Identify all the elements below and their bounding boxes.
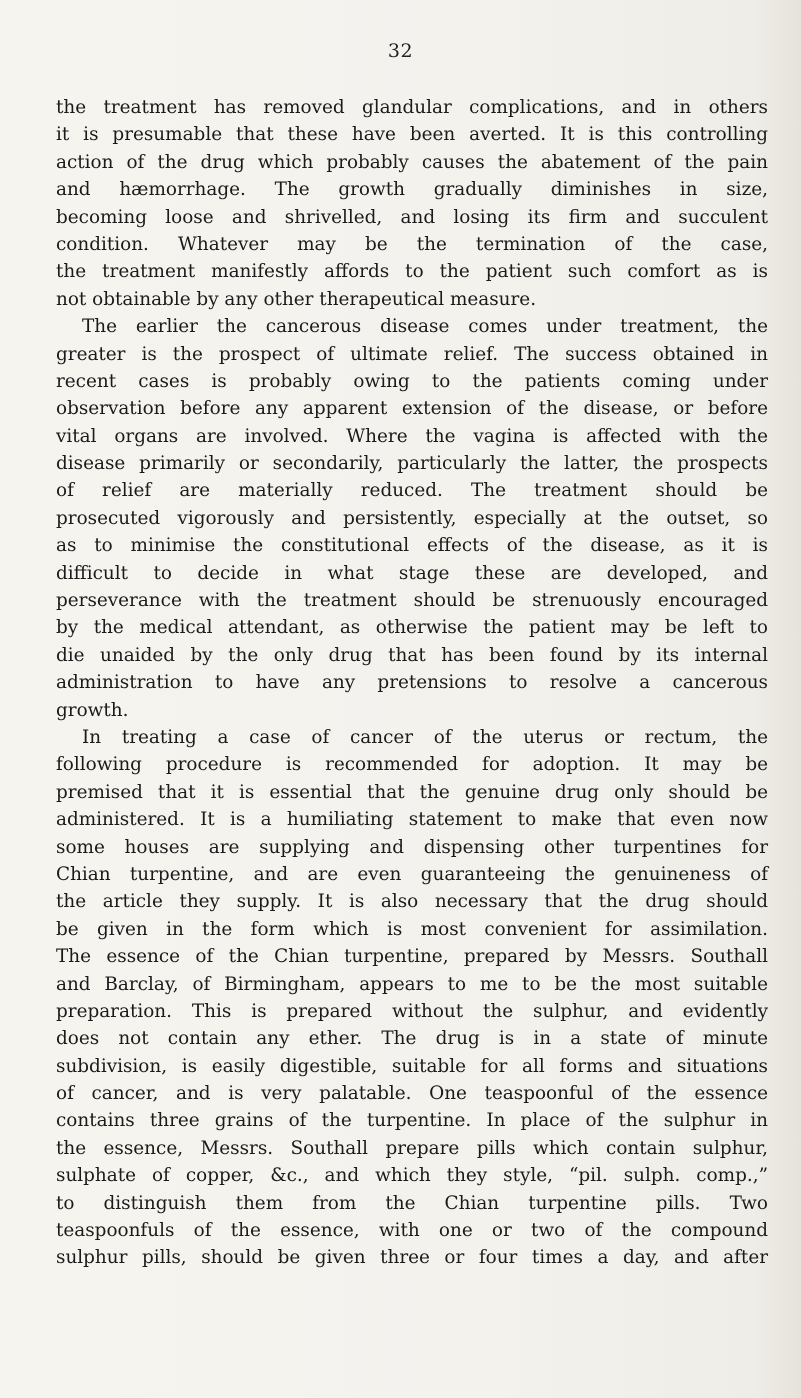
page-number: 32 <box>387 40 414 62</box>
text-line: Chian turpentine, and are even guaranteeing the genuineness of <box>56 863 768 885</box>
text-line: difficult to decide in what stage these are developed, and <box>56 562 768 584</box>
text-line: greater is the prospect of ultimate relief. The success obtained in <box>56 343 768 365</box>
text-line: premised that it is essential that the genuine drug only should be <box>56 781 768 803</box>
text-line: as to minimise the constitutional effects of the disease, as it is <box>56 535 768 557</box>
text-line: and Barclay, of Birmingham, appears to me to be the most suitable <box>56 973 768 995</box>
text-line: action of the drug which probably causes the abatement of the pain <box>56 151 768 173</box>
text-line: condition. Whatever may be the termination of the case, <box>56 233 768 255</box>
text-line: by the medical attendant, as otherwise the patient may be left to <box>56 617 768 639</box>
text-line: to distinguish them from the Chian turpentine pills. Two <box>56 1192 768 1214</box>
paragraph-1 <box>56 94 768 313</box>
text-line: the treatment has removed glandular complications, and in others <box>56 97 768 118</box>
text-line: does not contain any ether. The drug is in a state of minute <box>56 1028 768 1050</box>
text-line: teaspoonfuls of the essence, with one or two of the compound <box>56 1220 768 1242</box>
text-line: the essence, Messrs. Southall prepare pills which contain sulphur, <box>56 1137 768 1159</box>
text-line: of cancer, and is very palatable. One teaspoonful of the essence <box>56 1083 768 1105</box>
text-line: vital organs are involved. Where the vagina is affected with the <box>56 425 768 447</box>
text-line: disease primarily or secondarily, particularly the latter, the prospects <box>56 453 768 475</box>
text-line: the article they supply. It is also necessary that the drug should <box>56 891 768 913</box>
text-line: administered. It is a humiliating statement to make that even now <box>56 809 768 831</box>
text-line: the treatment manifestly affords to the patient such comfort as is <box>56 261 768 283</box>
text-line: and hæmorrhage. The growth gradually diminishes in size, <box>56 179 768 201</box>
text-line: following procedure is recommended for adoption. It may be <box>56 754 768 776</box>
text-line: growth. <box>56 699 129 721</box>
paragraph-2 <box>56 313 768 724</box>
text-line: not obtainable by any other therapeutical measure. <box>56 288 537 310</box>
text-line: it is presumable that these have been averted. It is this controlling <box>56 124 768 146</box>
text-line: prosecuted vigorously and persistently, especially at the outset, so <box>56 507 768 529</box>
text-line: recent cases is probably owing to the patients coming under <box>56 370 768 392</box>
text-line: In treating a case of cancer of the uterus or rectum, the <box>82 726 768 748</box>
body-text <box>56 94 768 1272</box>
text-line: contains three grains of the turpentine. In place of the sulphur in <box>56 1110 768 1132</box>
text-line: observation before any apparent extension of the disease, or before <box>56 398 768 420</box>
text-line: sulphur pills, should be given three or four times a day, and after <box>56 1247 768 1269</box>
text-line: some houses are supplying and dispensing other turpentines for <box>56 836 768 858</box>
text-line: The essence of the Chian turpentine, prepared by Messrs. Southall <box>56 946 768 968</box>
text-line: be given in the form which is most convenient for assimilation. <box>56 918 768 940</box>
text-line: of relief are materially reduced. The treatment should be <box>56 480 768 502</box>
text-line: The earlier the cancerous disease comes under treatment, the <box>82 316 768 338</box>
text-line: perseverance with the treatment should be strenuously encouraged <box>56 590 768 612</box>
text-line: administration to have any pretensions to resolve a cancerous <box>56 672 768 694</box>
text-line: sulphate of copper, &c., and which they style, “pil. sulph. comp.,” <box>56 1165 768 1187</box>
text-line: preparation. This is prepared without the sulphur, and evidently <box>56 1000 768 1022</box>
text-line: die unaided by the only drug that has been found by its internal <box>56 644 768 666</box>
text-line: becoming loose and shrivelled, and losing its firm and succulent <box>56 206 768 228</box>
paragraph-3 <box>56 724 768 1272</box>
text-line: subdivision, is easily digestible, suitable for all forms and situations <box>56 1055 768 1077</box>
